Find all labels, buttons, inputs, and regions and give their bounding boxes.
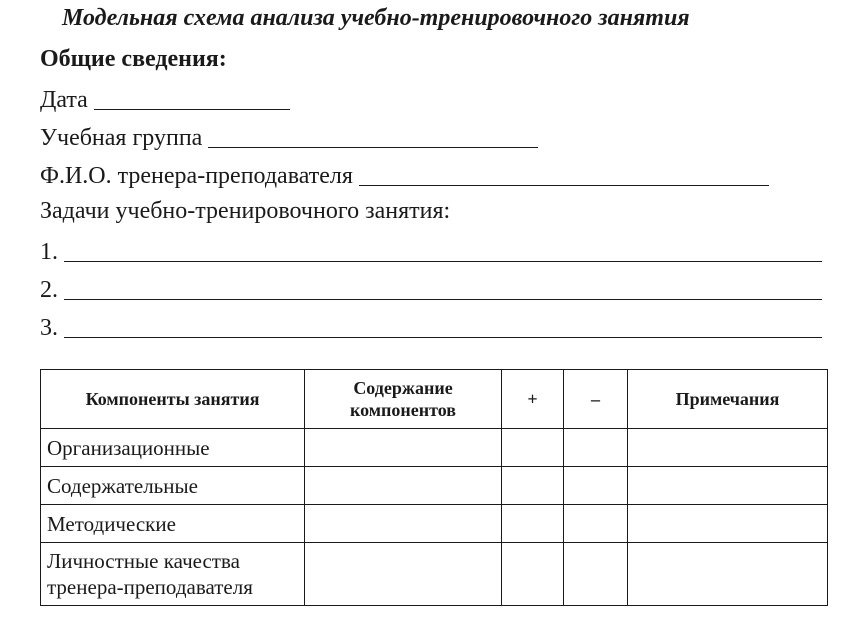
table-row	[41, 429, 828, 467]
row-label-text: Организационные	[47, 435, 210, 460]
header-plus-label: +	[527, 389, 538, 409]
analysis-table	[40, 369, 828, 606]
notes-cell[interactable]	[628, 429, 828, 467]
notes-cell[interactable]	[628, 543, 828, 606]
plus-cell[interactable]	[502, 543, 564, 606]
notes-cell[interactable]	[628, 505, 828, 543]
date-label: Дата	[40, 87, 88, 113]
header-notes	[628, 370, 828, 429]
task-blank-line-2[interactable]	[64, 277, 822, 300]
task-item-3	[40, 312, 822, 342]
task-blank-line-3[interactable]	[64, 315, 822, 338]
header-components-label: Компоненты занятия	[85, 389, 260, 409]
content-cell[interactable]	[305, 429, 502, 467]
notes-cell[interactable]	[628, 467, 828, 505]
group-field	[40, 122, 538, 152]
trainer-blank-line[interactable]	[359, 163, 769, 186]
header-content-line2: компонентов	[349, 400, 457, 420]
row-label-text-line1: Личностные качества	[47, 549, 240, 573]
row-label-content	[41, 467, 305, 505]
task-item-2	[40, 274, 822, 304]
header-content-line1: Содержание	[353, 378, 453, 398]
trainer-label: Ф.И.О. тренера-преподавателя	[40, 163, 353, 189]
date-blank-line[interactable]	[94, 87, 290, 110]
trainer-field	[40, 160, 769, 190]
general-info-heading: Общие сведения:	[40, 46, 227, 72]
group-label: Учебная группа	[40, 125, 203, 151]
document-title: Модельная схема анализа учебно-тренировочного занятия	[62, 5, 690, 31]
plus-cell[interactable]	[502, 505, 564, 543]
header-notes-label: Примечания	[675, 389, 780, 409]
row-label-personal-qualities	[41, 543, 305, 606]
row-label-text-line2: тренера-преподавателя	[47, 575, 253, 599]
task-number-1: 1.	[40, 239, 58, 265]
row-label-text: Методические	[47, 511, 176, 536]
minus-cell[interactable]	[564, 429, 628, 467]
content-cell[interactable]	[305, 505, 502, 543]
tasks-heading: Задачи учебно-тренировочного занятия:	[40, 198, 451, 224]
content-cell[interactable]	[305, 467, 502, 505]
row-label-methodical	[41, 505, 305, 543]
task-number-2: 2.	[40, 277, 58, 303]
header-minus	[564, 370, 628, 429]
minus-cell[interactable]	[564, 505, 628, 543]
content-cell[interactable]	[305, 543, 502, 606]
table-row	[41, 505, 828, 543]
task-item-1	[40, 236, 822, 266]
row-label-organizational	[41, 429, 305, 467]
table-row	[41, 543, 828, 606]
group-blank-line[interactable]	[208, 125, 538, 148]
minus-cell[interactable]	[564, 467, 628, 505]
header-minus-label: –	[591, 389, 600, 409]
header-content	[305, 370, 502, 429]
task-number-3: 3.	[40, 315, 58, 341]
date-field	[40, 84, 290, 114]
row-label-text: Содержательные	[47, 473, 198, 498]
task-blank-line-1[interactable]	[64, 239, 822, 262]
header-components	[41, 370, 305, 429]
plus-cell[interactable]	[502, 467, 564, 505]
plus-cell[interactable]	[502, 429, 564, 467]
table-row	[41, 467, 828, 505]
minus-cell[interactable]	[564, 543, 628, 606]
header-plus	[502, 370, 564, 429]
table-header-row	[41, 370, 828, 429]
